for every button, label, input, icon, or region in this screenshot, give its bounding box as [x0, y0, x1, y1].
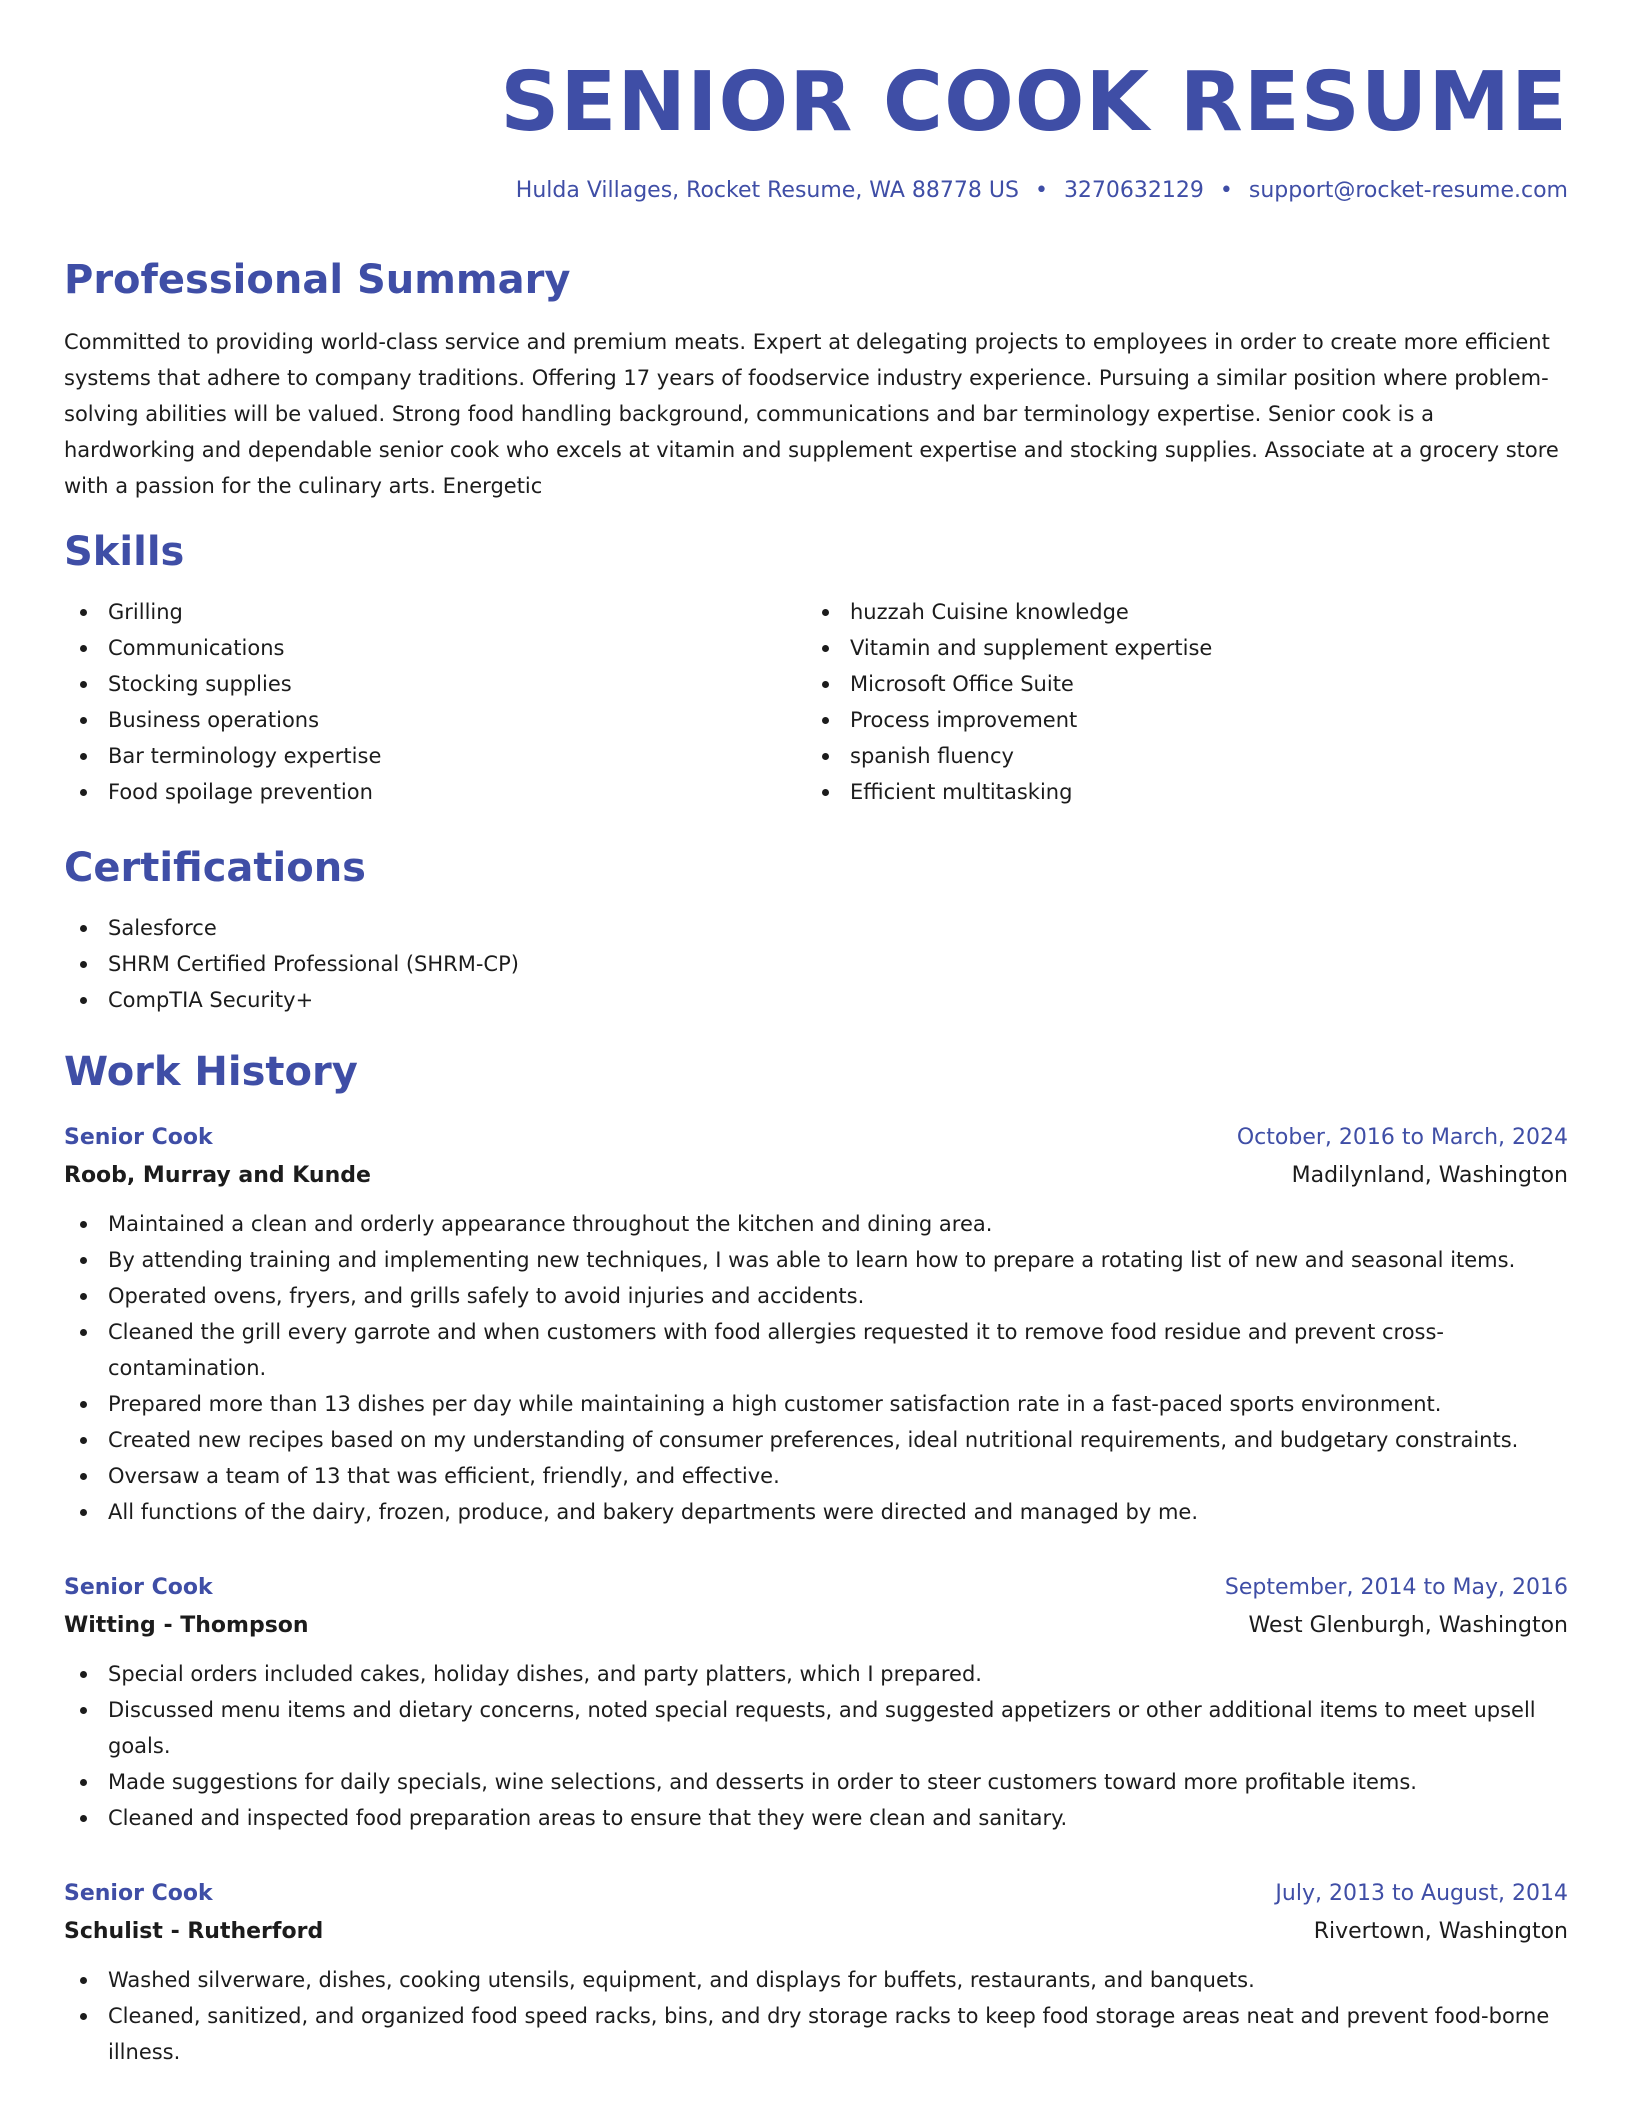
work-history-heading: Work History: [64, 1049, 358, 1095]
job-bullet: By attending training and implementing new techniques, I was able to learn how to prepare a rotating list of new and seasonal items.: [64, 1242, 1568, 1278]
skill-item: spanish fluency: [806, 738, 1548, 774]
job-entry: [64, 1876, 1568, 2070]
skill-item: huzzah Cuisine knowledge: [806, 594, 1548, 630]
job-company: Roob, Murray and Kunde: [64, 1163, 371, 1188]
job-bullet: Washed silverware, dishes, cooking utensils, equipment, and displays for buffets, restaurants, and banquets.: [64, 1962, 1568, 1998]
job-entry: [64, 1570, 1568, 1836]
skills-right-list: [806, 594, 1548, 810]
job-title: Senior Cook: [64, 1125, 213, 1150]
job-location: Madilynland, Washington: [1291, 1163, 1568, 1188]
job-title-row: [64, 1876, 1568, 1912]
job-company-row: [64, 1606, 1568, 1646]
contact-separator: •: [1219, 178, 1233, 203]
job-location: Rivertown, Washington: [1313, 1919, 1568, 1944]
contact-line: [64, 176, 1568, 206]
skill-item: Bar terminology expertise: [64, 738, 806, 774]
job-bullet-list: [64, 1962, 1568, 2070]
skill-item: Vitamin and supplement expertise: [806, 630, 1548, 666]
skill-item: Grilling: [64, 594, 806, 630]
contact-address: Hulda Villages, Rocket Resume, WA 88778 US: [515, 178, 1019, 203]
skill-item: Food spoilage prevention: [64, 774, 806, 810]
job-title: Senior Cook: [64, 1881, 213, 1906]
certifications-heading: Certifications: [64, 845, 366, 891]
skills-grid: [64, 594, 1568, 810]
skills-heading: Skills: [64, 529, 185, 575]
skill-item: Efficient multitasking: [806, 774, 1548, 810]
job-company: Witting - Thompson: [64, 1613, 309, 1638]
job-bullet: Operated ovens, fryers, and grills safely to avoid injuries and accidents.: [64, 1278, 1568, 1314]
summary-heading: Professional Summary: [64, 257, 571, 303]
job-bullet: Prepared more than 13 dishes per day while maintaining a high customer satisfaction rate in a fast-paced sports environment.: [64, 1386, 1568, 1422]
job-bullet: Cleaned the grill every garrote and when customers with food allergies requested it to remove food residue and prevent cross-contamination.: [64, 1314, 1568, 1386]
job-bullet: Special orders included cakes, holiday dishes, and party platters, which I prepared.: [64, 1656, 1568, 1692]
job-bullet: Made suggestions for daily specials, wine selections, and desserts in order to steer customers toward more profitable items.: [64, 1764, 1568, 1800]
job-location: West Glenburgh, Washington: [1248, 1613, 1568, 1638]
certifications-list: [64, 910, 1568, 1018]
skills-left-list: [64, 594, 806, 810]
job-company-row: [64, 1156, 1568, 1196]
job-dates: July, 2013 to August, 2014: [1275, 1881, 1568, 1906]
job-company: Schulist - Rutherford: [64, 1919, 324, 1944]
job-dates: September, 2014 to May, 2016: [1224, 1575, 1568, 1600]
skill-item: Microsoft Office Suite: [806, 666, 1548, 702]
resume-page: [64, 0, 1568, 2112]
skill-item: Stocking supplies: [64, 666, 806, 702]
job-title-row: [64, 1120, 1568, 1156]
job-title-row: [64, 1570, 1568, 1606]
skill-item: Business operations: [64, 702, 806, 738]
job-bullet: Maintained a clean and orderly appearance throughout the kitchen and dining area.: [64, 1206, 1568, 1242]
job-bullet: Cleaned, sanitized, and organized food speed racks, bins, and dry storage racks to keep food storage areas neat and prevent food-borne illness.: [64, 1998, 1568, 2070]
certification-item: SHRM Certified Professional (SHRM-CP): [64, 946, 1568, 982]
job-entry: [64, 1120, 1568, 1530]
job-bullet: Discussed menu items and dietary concerns, noted special requests, and suggested appetizers or other additional items to meet upsell goals.: [64, 1692, 1568, 1764]
contact-phone: 3270632129: [1063, 178, 1204, 203]
contact-separator: •: [1034, 178, 1048, 203]
job-bullet: All functions of the dairy, frozen, produce, and bakery departments were directed and managed by me.: [64, 1494, 1568, 1530]
job-bullet: Created new recipes based on my understanding of consumer preferences, ideal nutritional requirements, and budgetary constraints.: [64, 1422, 1568, 1458]
certification-item: Salesforce: [64, 910, 1568, 946]
job-company-row: [64, 1912, 1568, 1952]
skill-item: Communications: [64, 630, 806, 666]
resume-title: SENIOR COOK RESUME: [500, 55, 1568, 150]
contact-email: support@rocket-resume.com: [1248, 178, 1568, 203]
job-bullet: Cleaned and inspected food preparation areas to ensure that they were clean and sanitary.: [64, 1800, 1568, 1836]
job-dates: October, 2016 to March, 2024: [1236, 1125, 1568, 1150]
job-bullet-list: [64, 1656, 1568, 1836]
job-bullet: Oversaw a team of 13 that was efficient, friendly, and effective.: [64, 1458, 1568, 1494]
skill-item: Process improvement: [806, 702, 1548, 738]
certification-item: CompTIA Security+: [64, 982, 1568, 1018]
job-title: Senior Cook: [64, 1575, 213, 1600]
summary-text: Committed to providing world-class service and premium meats. Expert at delegating projects to employees in order to create more efficient systems that adhere to company traditions. Offering 17 years of foodservice industry experience. Pursuing a similar position where problem-solving abilities will be valued. Strong food handling background, communications and bar terminology expertise. Senior cook is a hardworking and dependable senior cook who excels at vitamin and supplement expertise and stocking supplies. Associate at a grocery store with a passion for the culinary arts. Energetic: [64, 330, 1559, 498]
job-bullet-list: [64, 1206, 1568, 1530]
